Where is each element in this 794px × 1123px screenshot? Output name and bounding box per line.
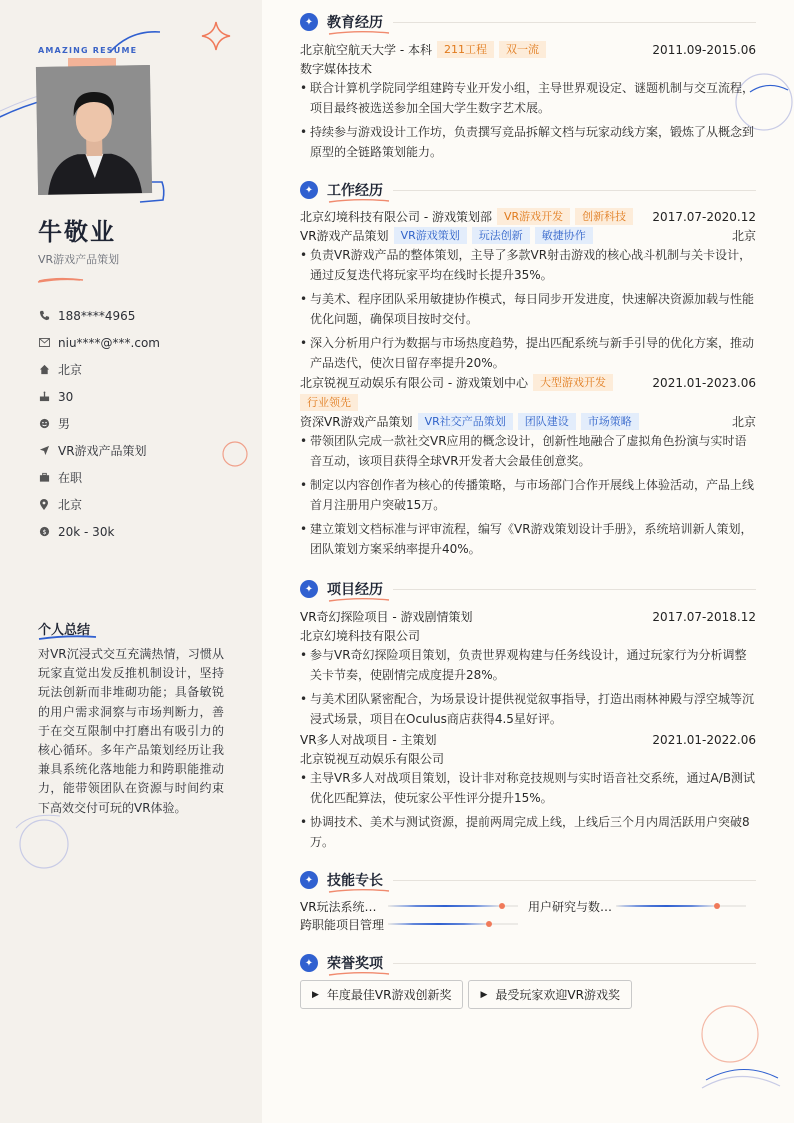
project-bullets (300, 646, 756, 729)
candidate-title: VR游戏产品策划 (38, 253, 120, 266)
skill-item (528, 897, 756, 915)
project-name: VR多人对战项目 - 主策划 (300, 733, 437, 747)
project-header (300, 730, 756, 749)
list-item: • 建立策划文档标准与评审流程，编写《VR游戏策划设计手册》，系统培训新人策划，团队策划方案采纳率提升40%。 (300, 520, 756, 559)
skill-name: 跨职能项目管理 (300, 917, 385, 932)
summary-underline (38, 634, 98, 642)
info-target-job (38, 437, 248, 464)
project-date: 2021.01-2022.06 (652, 732, 756, 747)
job-header (300, 207, 756, 226)
section-rule (393, 22, 756, 23)
company-name: 北京幻境科技有限公司 - 游戏策划部 (300, 210, 492, 224)
company-name: 北京锐视互动娱乐有限公司 - 游戏策划中心 (300, 376, 528, 390)
project-header (300, 607, 756, 626)
company-tag: 创新科技 (575, 208, 633, 225)
skill-name: 用户研究与数… (528, 899, 613, 914)
summary-title: 个人总结 (38, 623, 91, 638)
contact-info (38, 302, 248, 545)
money-icon (38, 526, 50, 538)
section-title: 项目经历 (327, 582, 383, 598)
sidebar (0, 0, 262, 1123)
project-date: 2017.07-2018.12 (652, 609, 756, 624)
play-triangle-icon: ▶ (480, 989, 488, 1000)
section-rule (393, 880, 756, 881)
skill-bar-fill (388, 905, 502, 907)
job-role-row (300, 226, 756, 245)
phone-icon (38, 310, 50, 322)
skill-name: VR玩法系统… (300, 899, 377, 914)
education-date: 2011.09-2015.06 (652, 42, 756, 57)
list-item: • 协调技术、美术与测试资源，提前两周完成上线，上线后三个月内周活跃用户突破8万。 (300, 813, 756, 852)
section-header (300, 576, 756, 602)
section-projects (300, 576, 756, 857)
play-triangle-icon: ▶ (312, 989, 319, 1000)
section-title: 教育经历 (327, 15, 383, 31)
list-item: • 深入分析用户行为数据与市场热度趋势，提出匹配系统与新手引导的优化方案，推动产品迭代，使次日留存率提升20%。 (300, 334, 756, 373)
job-bullets (300, 246, 756, 373)
company-tag: 大型游戏开发 (533, 374, 613, 391)
list-item: • 主导VR多人对战项目策划，设计非对称竞技规则与实时语音社交系统，通过A/B测试优化匹配算法，使玩家公平性评分提升15%。 (300, 769, 756, 808)
svg-text:$: $ (41, 527, 47, 536)
skill-bar-marker (486, 921, 492, 927)
major: 数字媒体技术 (300, 62, 373, 76)
list-item: • 带领团队完成一款社交VR应用的概念设计，创新性地融合了虚拟角色扮演与实时语音互动，该项目获得全球VR开发者大会最佳创意奖。 (300, 432, 756, 471)
title-underline (38, 277, 84, 283)
role-tag: 敏捷协作 (535, 227, 593, 244)
info-age (38, 383, 248, 410)
info-gender (38, 410, 248, 437)
company-tag: 行业领先 (300, 394, 358, 411)
section-underline (328, 198, 390, 204)
info-hometown-text: 北京 (58, 363, 83, 377)
section-title: 荣誉奖项 (327, 956, 383, 972)
section-rule (393, 190, 756, 191)
location-pin-icon (38, 499, 50, 511)
info-status (38, 464, 248, 491)
role-tag: VR社交产品策划 (418, 413, 513, 430)
job-role-row (300, 412, 756, 431)
section-rule (393, 589, 756, 590)
skill-bar-marker (714, 903, 720, 909)
section-skills (300, 867, 756, 933)
avatar-portrait-icon (36, 65, 152, 195)
section-work (300, 177, 756, 564)
skill-bar-fill (616, 905, 717, 907)
section-underline (328, 971, 390, 977)
award-name: 年度最佳VR游戏创新奖 (326, 988, 452, 1002)
section-education (300, 9, 756, 167)
list-item: • 与美术、程序团队采用敏捷协作模式，每日同步开发进度，快速解决资源加载与性能优化问题，确保项目按时交付。 (300, 290, 756, 329)
home-icon (38, 364, 50, 376)
section-underline (328, 888, 390, 894)
info-email-text: niu****@***.com (58, 335, 160, 350)
school-name: 北京航空航天大学 - 本科 (300, 43, 432, 57)
sparkle-icon (200, 20, 232, 52)
summary-text: 对VR沉浸式交互充满热情，习惯从玩家直觉出发反推机制设计，坚持玩法创新而非堆砌功能；具备敏锐的用户需求洞察与市场判断力，善于在交互限制中打磨出有吸引力的核心循环。多年产品策划经历让我兼具系统化落地能力和跨职能推动力，能带领团队在资源与时间约束下高效交付可玩的VR体验。 (38, 647, 224, 815)
candidate-name: 牛敬业 (38, 218, 116, 246)
job-date: 2021.01-2023.06 (652, 376, 756, 390)
send-icon (38, 445, 50, 457)
skill-bar (616, 903, 746, 909)
info-hometown (38, 356, 248, 383)
role-tag: 团队建设 (518, 413, 576, 430)
award-name: 最受玩家欢迎VR游戏奖 (495, 988, 620, 1002)
skills-list (300, 897, 756, 933)
job-city: 北京 (731, 229, 756, 243)
info-salary (38, 518, 248, 545)
list-item: • 与美术团队紧密配合，为场景设计提供视觉叙事指导，打造出雨林神殿与浮空城等沉浸式场景，项目在Oculus商店获得4.5星好评。 (300, 690, 756, 729)
info-age-text: 30 (58, 389, 74, 404)
job-date: 2017.07-2020.12 (652, 209, 756, 224)
mail-icon (38, 337, 50, 349)
project-company: 北京幻境科技有限公司 (300, 629, 421, 643)
star-badge-icon: ✦ (300, 13, 318, 31)
gender-icon (38, 418, 50, 430)
section-underline (328, 597, 390, 603)
school-tag: 211工程 (437, 41, 494, 58)
job-bullets (300, 432, 756, 559)
education-bullets (300, 79, 756, 162)
cake-icon (38, 391, 50, 403)
section-honors (300, 950, 756, 1009)
info-location (38, 491, 248, 518)
role-tag: 市场策略 (581, 413, 639, 430)
section-underline (328, 30, 390, 36)
info-status-text: 在职 (58, 471, 83, 485)
star-badge-icon: ✦ (300, 954, 318, 972)
list-item: • 持续参与游戏设计工作坊，负责撰写竞品拆解文档与玩家动线方案，锻炼了从概念到原型的全链路策划能力。 (300, 123, 756, 162)
job-role: 资深VR游戏产品策划 (300, 415, 413, 429)
skill-bar-fill (388, 923, 489, 925)
education-header (300, 40, 756, 59)
skill-item (300, 897, 528, 915)
section-title: 工作经历 (327, 183, 383, 199)
role-tag: 玩法创新 (472, 227, 530, 244)
amazing-resume-label: AMAZING RESUME (38, 46, 138, 55)
award-item (468, 980, 631, 1009)
job-city: 北京 (731, 415, 756, 429)
info-gender-text: 男 (58, 417, 71, 431)
project-name: VR奇幻探险项目 - 游戏剧情策划 (300, 610, 473, 624)
skill-bar (388, 921, 518, 927)
project-bullets (300, 769, 756, 852)
company-tag: VR游戏开发 (497, 208, 570, 225)
avatar (36, 65, 152, 195)
list-item: • 参与VR奇幻探险项目策划，负责世界观构建与任务线设计，通过玩家行为分析调整关卡节奏，使剧情完成度提升28%。 (300, 646, 756, 685)
section-rule (393, 963, 756, 964)
section-header (300, 177, 756, 203)
briefcase-icon (38, 472, 50, 484)
section-title: 技能专长 (327, 873, 383, 889)
list-item: • 联合计算机学院同学组建跨专业开发小组，主导世界观设定、谜题机制与交互流程，项目最终被选送参加全国大学生数字艺术展。 (300, 79, 756, 118)
info-location-text: 北京 (58, 498, 83, 512)
list-item: • 负责VR游戏产品的整体策划，主导了多款VR射击游戏的核心战斗机制与关卡设计，通过反复迭代将玩家平均在线时长提升35%。 (300, 246, 756, 285)
project-company: 北京锐视互动娱乐有限公司 (300, 752, 445, 766)
award-item (300, 980, 463, 1009)
section-header (300, 950, 756, 976)
school-tag: 双一流 (499, 41, 546, 58)
info-salary-text: 20k - 30k (58, 524, 115, 539)
star-badge-icon: ✦ (300, 580, 318, 598)
job-role: VR游戏产品策划 (300, 229, 389, 243)
section-header (300, 9, 756, 35)
info-target-job-text: VR游戏产品策划 (58, 444, 147, 458)
skill-bar-marker (499, 903, 505, 909)
star-badge-icon: ✦ (300, 181, 318, 199)
info-phone (38, 302, 248, 329)
role-tag: VR游戏策划 (394, 227, 467, 244)
info-phone-text: 188****4965 (58, 308, 136, 323)
star-badge-icon: ✦ (300, 871, 318, 889)
job-header (300, 374, 756, 411)
section-header (300, 867, 756, 893)
list-item: • 制定以内容创作者为核心的传播策略，与市场部门合作开展线上体验活动，产品上线首月注册用户突破15万。 (300, 476, 756, 515)
skill-bar (388, 903, 518, 909)
info-email (38, 329, 248, 356)
skill-item (300, 915, 528, 933)
awards-list (300, 980, 756, 1009)
